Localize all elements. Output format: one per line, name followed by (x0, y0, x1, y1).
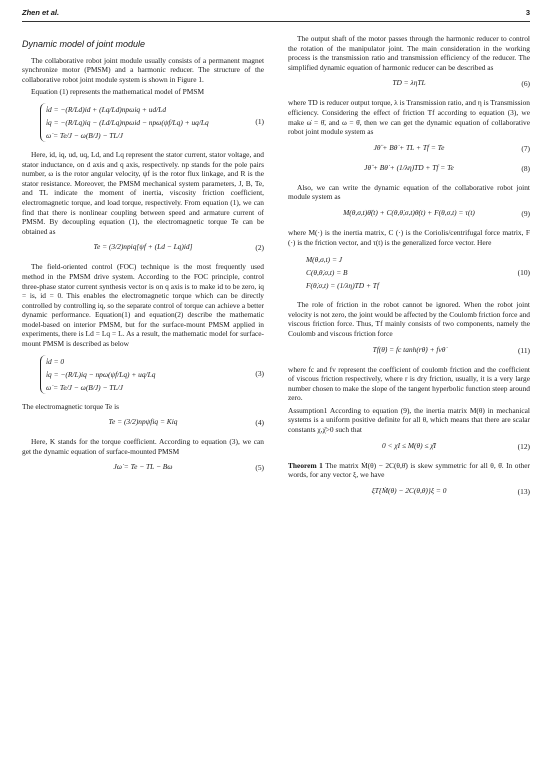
equation-1 (22, 103, 264, 142)
paragraph: The output shaft of the motor passes through the harmonic reducer to control the rotation of the manipulator joint. The main consideration in the working process is the transmission ratio and transmission efficiency of the reducer. The simplified dynamic equation of harmonic reducer can be described as (288, 34, 530, 72)
equation-line: F(θ̇,σ,t) = (1/λη)TD + Tf (306, 281, 379, 291)
paragraph: Here, id, iq, ud, uq, Ld, and Lq represent the stator current, stator voltage, and stator inductance, on d axis and q axis, respectively. np stands for the pole pairs number, ω is the rotor angular velocity, ψf is the rotor flux linkage, and R is the stator resistance. Moreover, the PMSM mechanical system parameters, J, B, Te, and TL indicate the moment of inertia, viscosity friction coefficient, electromagnetic torque, and load torque, respectively. From equation (1), we can find that there is nonlinear coupling between speed and armature current of PMSM. By decoupling equation (1), the electromagnetic torque Te can be obtained as (22, 149, 264, 236)
paragraph: where TD is reducer output torque, λ is Transmission ratio, and η is Transmission efficiency. Considering the effect of friction Tf according to equation (3), we make ω̇ = θ̈, and ω = θ̇, then we can get the dynamic equation of collaborative robot joint module system as (288, 98, 530, 137)
equation-3 (22, 355, 264, 394)
equation-4 (22, 417, 264, 429)
theorem-label: Theorem 1 (288, 460, 323, 470)
equation-9 (288, 208, 530, 220)
equation-text: M(θ,σ,t)θ̈(t) + C(θ,θ̇,σ,t)θ̇(t) + F(θ,σ,t) = τ(t) (343, 207, 475, 217)
theorem (288, 461, 530, 480)
equation-number: (12) (517, 441, 530, 451)
equation-number: (8) (521, 163, 530, 173)
equation-number: (3) (255, 369, 264, 379)
right-column (288, 34, 530, 506)
equation-line: M(θ,σ,t) = J (306, 255, 343, 265)
paragraph: Assumption1 According to equation (9), the inertia matrix M(θ) in mechanical systems is a uniform positive definite for all θ, which means that there are scalar constants χ,χ̄>0 such that (288, 405, 530, 435)
equation-number: (7) (521, 143, 530, 153)
equation-line: i̇q = −(R/Lq)iq − (Ld/Lq)npωid − npω(ψf/Lq) + uq/Lq (46, 117, 209, 127)
section-heading: Dynamic model of joint module (22, 39, 146, 49)
equation-6 (288, 78, 530, 90)
paragraph: The electromagnetic torque Te is (22, 401, 120, 411)
equation-number: (6) (521, 79, 530, 89)
running-authors: Zhen et al. (22, 8, 60, 17)
paragraph: where M(·) is the inertia matrix, C (·) is the Coriolis/centrifugal force matrix, F (·) is the friction vector, and τ(t) is the generalized force vector. Here (288, 227, 530, 247)
equation-line: ω̇ = Te/J − ω(B/J) − TL/J (46, 130, 123, 140)
equation-11 (288, 345, 530, 357)
paragraph: Also, we can write the dynamic equation of the collaborative robot joint module system as (288, 182, 530, 202)
equation-line: i̇d = −(R/Ld)id + (Lq/Ld)npωiq + ud/Ld (46, 104, 167, 114)
equation-line: i̇q = −(R/L)iq − npω(ψf/Lq) + uq/Lq (46, 369, 156, 379)
equation-13 (288, 486, 530, 498)
left-column (22, 34, 264, 482)
equation-text: Jθ̈ + Bθ̇ + TL + Tf = Te (373, 142, 445, 152)
equation-number: (10) (517, 267, 530, 277)
equation-8 (288, 163, 530, 175)
paragraph: The collaborative robot joint module usually consists of a permanent magnet synchronize motor (PMSM) and a harmonic reducer. The structure of the collaborative robot joint module system is shown in Figure 1. (22, 55, 264, 84)
equation-10 (288, 253, 530, 292)
equation-2 (22, 242, 264, 254)
equation-text: Te = (3/2)npψfiq = Kiq (108, 417, 178, 427)
equation-number: (2) (255, 243, 264, 253)
equation-number: (5) (255, 463, 264, 473)
page-header (22, 8, 530, 22)
equation-text: TD = ληTL (392, 78, 426, 88)
equation-number: (11) (517, 345, 530, 355)
equation-number: (4) (255, 418, 264, 428)
equation-text: 0 < χI ≤ M(θ) ≤ χ̄I (381, 440, 436, 450)
paragraph: The field-oriented control (FOC) technique is the most frequently used method in the PMSM drive system. According to the FOC principle, control three-phase stator current synthesis vector is on q axis is to make id to be zero, iq = is, id = 0. This enables the electromagnetic torque which can be directly controlled by controlling iq, so the separate control of torque can achieve a better dynamic performance. Equation(1) and equation(2) describe the mathematic model-based on interior PMSM, but for the surface-mount PMSM applied in experiments, there is Ld = Lq = L. As a result, the mathematic model for surface-mount PMSM is described as below (22, 262, 264, 349)
equation-number: (1) (255, 117, 264, 127)
paragraph: The role of friction in the robot cannot be ignored. When the robot joint velocity is not zero, the joint would be affected by the Coulomb friction force and viscous friction force. Thus, Tf mainly consists of two components, namely the Coulomb and viscous friction force (288, 300, 530, 338)
equation-text: ξT{Ṁ(θ) − 2C(θ,θ̇)}ξ = 0 (371, 485, 447, 495)
equation-number: (13) (517, 487, 530, 497)
paragraph: where fc and fv represent the coefficient of coulomb friction and the coefficient of viscous friction respectively, where r is dry friction, usually, it is a very large number chosen to make the slope of the tangent hyperbolic function steep around zero. (288, 364, 530, 403)
equation-line: ω̇ = Te/J − ω(B/J) − TL/J (46, 382, 123, 392)
page-number: 3 (525, 8, 530, 17)
paragraph: Equation (1) represents the mathematical model of PMSM (31, 87, 205, 97)
theorem-text: The matrix Ṁ(θ) − 2C(θ,θ̇) is skew symmetric for all θ, θ̇. In other words, for any vector ξ, we have (288, 460, 530, 480)
equation-line: C(θ,θ̇,σ,t) = B (306, 268, 348, 278)
equation-12 (288, 441, 530, 453)
equation-5 (22, 462, 264, 474)
equation-text: Tf(θ̇) = fc tanh(rθ̇) + fvθ̇ (372, 344, 446, 354)
equation-7 (288, 143, 530, 155)
equation-text: Te = (3/2)npiq[ψf + (Ld − Lq)id] (93, 242, 193, 252)
header-rule (22, 21, 530, 22)
equation-line: i̇d = 0 (46, 356, 65, 366)
equation-text: Jθ̈ + Bθ̇ + (1/λη)TD + Tf = Te (364, 162, 454, 172)
paragraph: Here, K stands for the torque coefficient. According to equation (3), we can get the dynamic equation of surface-mounted PMSM (22, 437, 264, 456)
equation-text: Jω̇ = Te − TL − Bω (113, 462, 173, 472)
equation-number: (9) (521, 209, 530, 219)
